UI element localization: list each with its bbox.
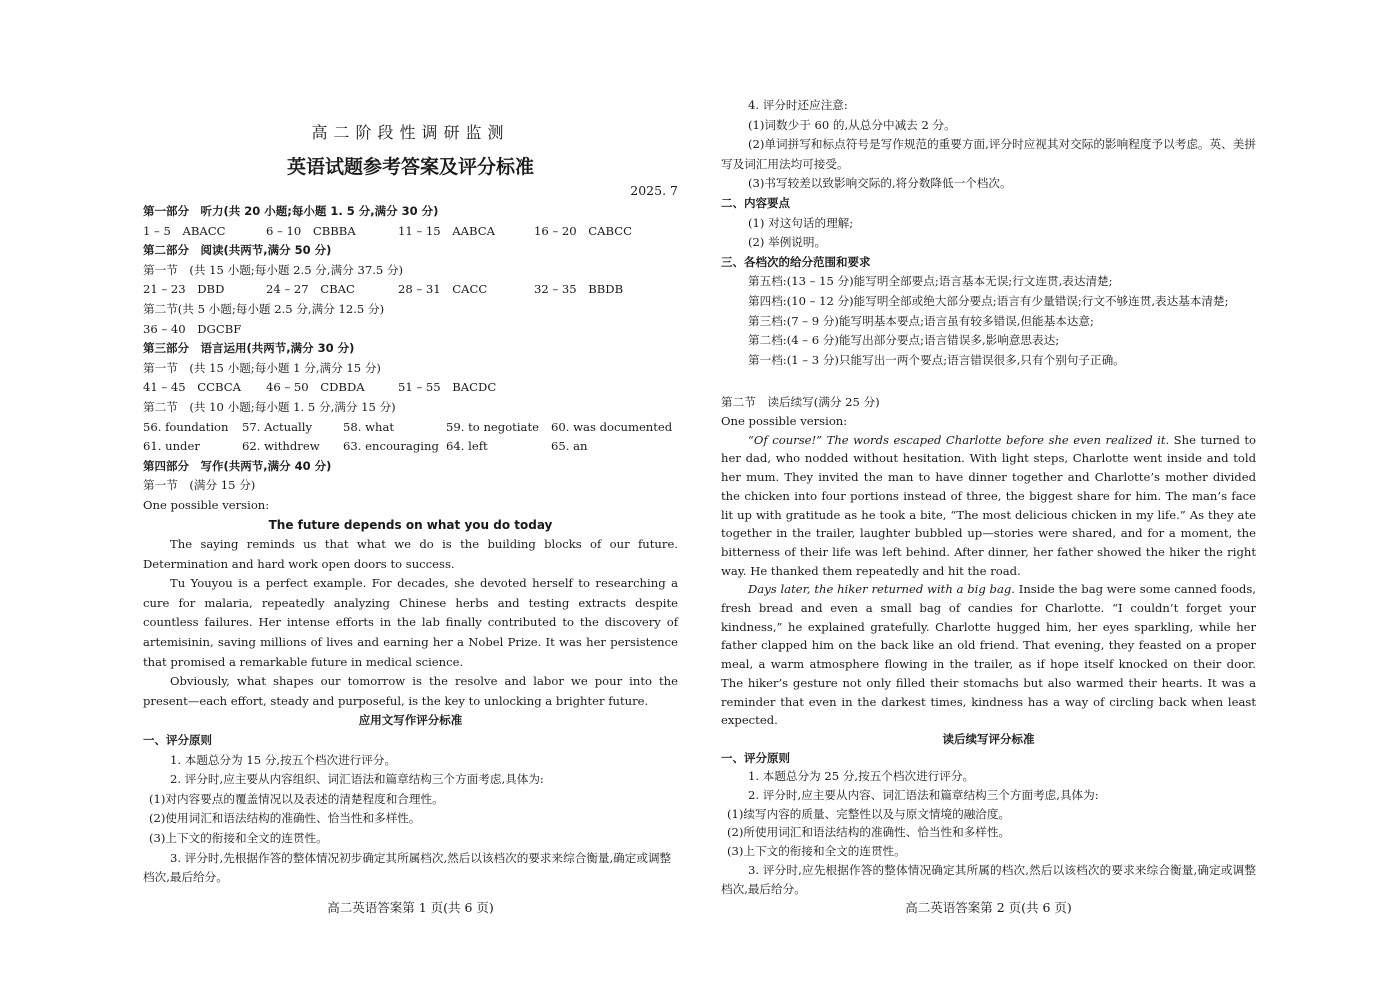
answer-word: 57. Actually: [242, 419, 312, 434]
continuation-section: [721, 392, 1256, 898]
answer-group: 11 – 15 AABCA: [398, 223, 495, 238]
part3-sec1-heading: 第一节 (共 15 小题;每小题 1 分,满分 15 分): [143, 360, 381, 375]
exam-supertitle: 高二阶段性调研监测: [311, 123, 510, 142]
sec2-heading: 第二节 读后续写(满分 25 分): [721, 395, 880, 409]
answer-word: 64. left: [446, 439, 488, 454]
scoring-notes-section: [721, 96, 1256, 370]
criteria-line: (1)对内容要点的覆盖情况以及表述的清楚程度和合理性。: [149, 791, 444, 806]
part1-answers: [143, 222, 678, 242]
essay-paragraph: Obviously, what shapes our tomorrow is the resolve and labor we pour into the present—each effort, steady and purposeful, is the key to unlocking a brighter future.: [143, 674, 678, 708]
criteria-line: (2)所使用词汇和语法结构的准确性、恰当性和多样性。: [727, 825, 1011, 840]
criteria-line: 1. 本题总分为 15 分,按五个档次进行评分。: [170, 752, 397, 767]
criteria-title: 应用文写作评分标准: [358, 713, 463, 728]
part3-sec2-answers-row2: [143, 437, 678, 457]
document-date: 2025. 7: [630, 183, 678, 198]
part3-sec2-answers-row1: [143, 418, 678, 438]
criteria-heading: 一、评分原则: [143, 733, 212, 748]
story-opening-sentence: Days later, the hiker returned with a big bag.: [748, 582, 1015, 597]
answer-group: 46 – 50 CDBDA: [266, 380, 365, 395]
story-text: Inside the bag were some canned foods, fresh bread and even a small bag of candies for Charlotte. “I couldn’t forget your kindness,” he explained gratefully. Charlotte hugged him, her eyes sparkling, while her father clapped him on the back like an old friend. That evening, they feasted on a proper meal, a warm atmosphere flowing in the trailer, as if hope itself knocked on their door. The hiker’s gesture not only filled their stomachs but also warmed their hearts. It was a reminder that even in the darkest times, kindness has a way of circling back when least expected.: [721, 582, 1256, 728]
part2-heading: 第二部分 阅读(共两节,满分 50 分): [143, 243, 332, 258]
answer-word: 59. to negotiate: [446, 419, 539, 434]
level-line: 第二档:(4 – 6 分)能写出部分要点;语言错误多,影响意思表达;: [748, 333, 1060, 348]
answer-word: 60. was documented: [551, 419, 673, 434]
criteria-line: 3. 评分时,先根据作答的整体情况初步确定其所属档次,然后以该档次的要求来综合衡量,确定或调整档次,最后给分。: [143, 850, 672, 885]
criteria-line: 1. 本题总分为 25 分,按五个档次进行评分。: [748, 769, 975, 784]
criteria-heading: 一、评分原则: [721, 750, 790, 765]
criteria-line: (3)上下文的衔接和全文的连贯性。: [149, 831, 328, 845]
part2-sec1-answers: [143, 280, 678, 300]
criteria-line: (3)上下文的衔接和全文的连贯性。: [727, 844, 906, 859]
criteria-line: 2. 评分时,应主要从内容、词汇语法和篇章结构三个方面考虑,具体为:: [748, 788, 1099, 803]
answer-group: 16 – 20 CABCC: [534, 223, 632, 238]
essay-paragraph: The saying reminds us that what we do is the building blocks of our future. Determination and hard work open doors to success.: [143, 537, 678, 571]
page-footer: 高二英语答案第 2 页(共 6 页): [905, 900, 1072, 915]
answer-word: 61. under: [143, 439, 200, 454]
level-line: 第五档:(13 – 15 分)能写明全部要点;语言基本无误;行文连贯,表达清楚;: [748, 274, 1113, 289]
part4-heading: 第四部分 写作(共两节,满分 40 分): [143, 458, 332, 473]
answer-word: 58. what: [343, 419, 395, 434]
part2-sec1-heading: 第一节 (共 15 小题;每小题 2.5 分,满分 37.5 分): [143, 262, 404, 277]
part3-sec1-answers: [143, 378, 678, 398]
part2-sec2-answers: 36 – 40 DGCBF: [143, 321, 242, 336]
answer-group: 28 – 31 CACC: [398, 282, 488, 297]
level-line: 第三档:(7 – 9 分)能写明基本要点;语言虽有较多错误,但能基本达意;: [748, 313, 1094, 328]
level-line: 第一档:(1 – 3 分)只能写出一两个要点;语言错误很多,只有个别句子正确。: [748, 352, 1125, 367]
answer-group: 24 – 27 CBAC: [266, 282, 355, 297]
part3-heading: 第三部分 语言运用(共两节,满分 30 分): [143, 341, 355, 356]
answer-group: 21 – 23 DBD: [143, 282, 225, 297]
story-opening-sentence: “Of course!” The words escaped Charlotte before she even realized it.: [748, 432, 1170, 447]
part1-heading: 第一部分 听力(共 20 小题;每小题 1. 5 分,满分 30 分): [143, 204, 439, 218]
part4-sec1-heading: 第一节 (满分 15 分): [143, 478, 256, 493]
points-line: (2) 举例说明。: [748, 235, 827, 250]
part2-sec2-heading: 第二节(共 5 小题;每小题 2.5 分,满分 12.5 分): [143, 301, 385, 316]
note-heading: 4. 评分时还应注意:: [748, 98, 848, 112]
answer-group: 51 – 55 BACDC: [398, 380, 497, 395]
answer-group: 32 – 35 BBDB: [534, 282, 624, 297]
essay-paragraph: Tu Youyou is a perfect example. For decades, she devoted herself to researching a cure for malaria, repeatedly analyzing Chinese herbs and testing extracts despite countless failures. Her intense efforts in the lab finally contributed to the discovery of artemisinin, saving millions of lives and earning her a Nobel Prize. It was her persistence that promised a remarkable future in medical science.: [143, 576, 678, 669]
level-line: 第四档:(10 – 12 分)能写明全部或绝大部分要点;语言有少量错误;行文不够连贯,表达基本清楚;: [748, 293, 1229, 308]
version-label: One possible version:: [143, 497, 270, 512]
answer-group: 41 – 45 CCBCA: [143, 380, 241, 395]
story-paragraph: [721, 580, 1256, 730]
story-text: She turned to her dad, who nodded without hesitation. With light steps, Charlotte went inside and told her mum. They invited the man to have dinner together and Charlotte’s mother divided the chicken into four portions instead of three, the biggest share for him. The man’s face lit up with gratitude as he took a bite, “The most delicious chicken in my life.” As they ate together in the trailer, laughter bubbled up—stories were shared, and for a moment, the bitterness of their life was left behind. After dinner, her father showed the hiker the right way. He thanked them repeatedly and hit the road.: [721, 432, 1257, 578]
points-line: (1) 对这句话的理解;: [748, 215, 854, 230]
answer-word: 62. withdrew: [242, 439, 320, 454]
note-line: (3)书写较差以致影响交际的,将分数降低一个档次。: [748, 176, 1012, 191]
answer-group: 6 – 10 CBBBA: [266, 223, 356, 238]
note-line: (2)单词拼写和标点符号是写作规范的重要方面,评分时应视其对交际的影响程度予以考虑。英、美拼写及词汇用法均可接受。: [721, 137, 1256, 171]
criteria-title: 读后续写评分标准: [942, 731, 1035, 746]
document-title: 英语试题参考答案及评分标准: [286, 156, 534, 178]
answer-word: 56. foundation: [143, 419, 229, 434]
criteria-line: 3. 评分时,应先根据作答的整体情况确定其所属的档次,然后以该档次的要求来综合衡量,确定或调整档次,最后给分。: [721, 862, 1256, 896]
answer-word: 65. an: [551, 439, 588, 454]
points-heading: 二、内容要点: [721, 195, 790, 210]
criteria-line: 2. 评分时,应主要从内容组织、词汇语法和篇章结构三个方面考虑,具体为:: [170, 772, 544, 787]
part3-sec2-heading: 第二节 (共 10 小题;每小题 1. 5 分,满分 15 分): [143, 399, 396, 414]
page-footer: 高二英语答案第 1 页(共 6 页): [327, 900, 494, 915]
levels-heading: 三、各档次的给分范围和要求: [721, 254, 871, 269]
criteria-line: (1)续写内容的质量、完整性以及与原文情境的融洽度。: [727, 806, 1011, 821]
answer-key-section: [143, 202, 678, 888]
story-paragraph: [721, 431, 1256, 581]
answer-word: 63. encouraging: [343, 439, 439, 454]
answer-group: 1 – 5 ABACC: [143, 223, 226, 238]
version-label: One possible version:: [721, 414, 848, 428]
essay-title: The future depends on what you do today: [268, 517, 553, 532]
criteria-line: (2)使用词汇和语法结构的准确性、恰当性和多样性。: [149, 811, 421, 826]
note-line: (1)词数少于 60 的,从总分中减去 2 分。: [748, 117, 956, 132]
